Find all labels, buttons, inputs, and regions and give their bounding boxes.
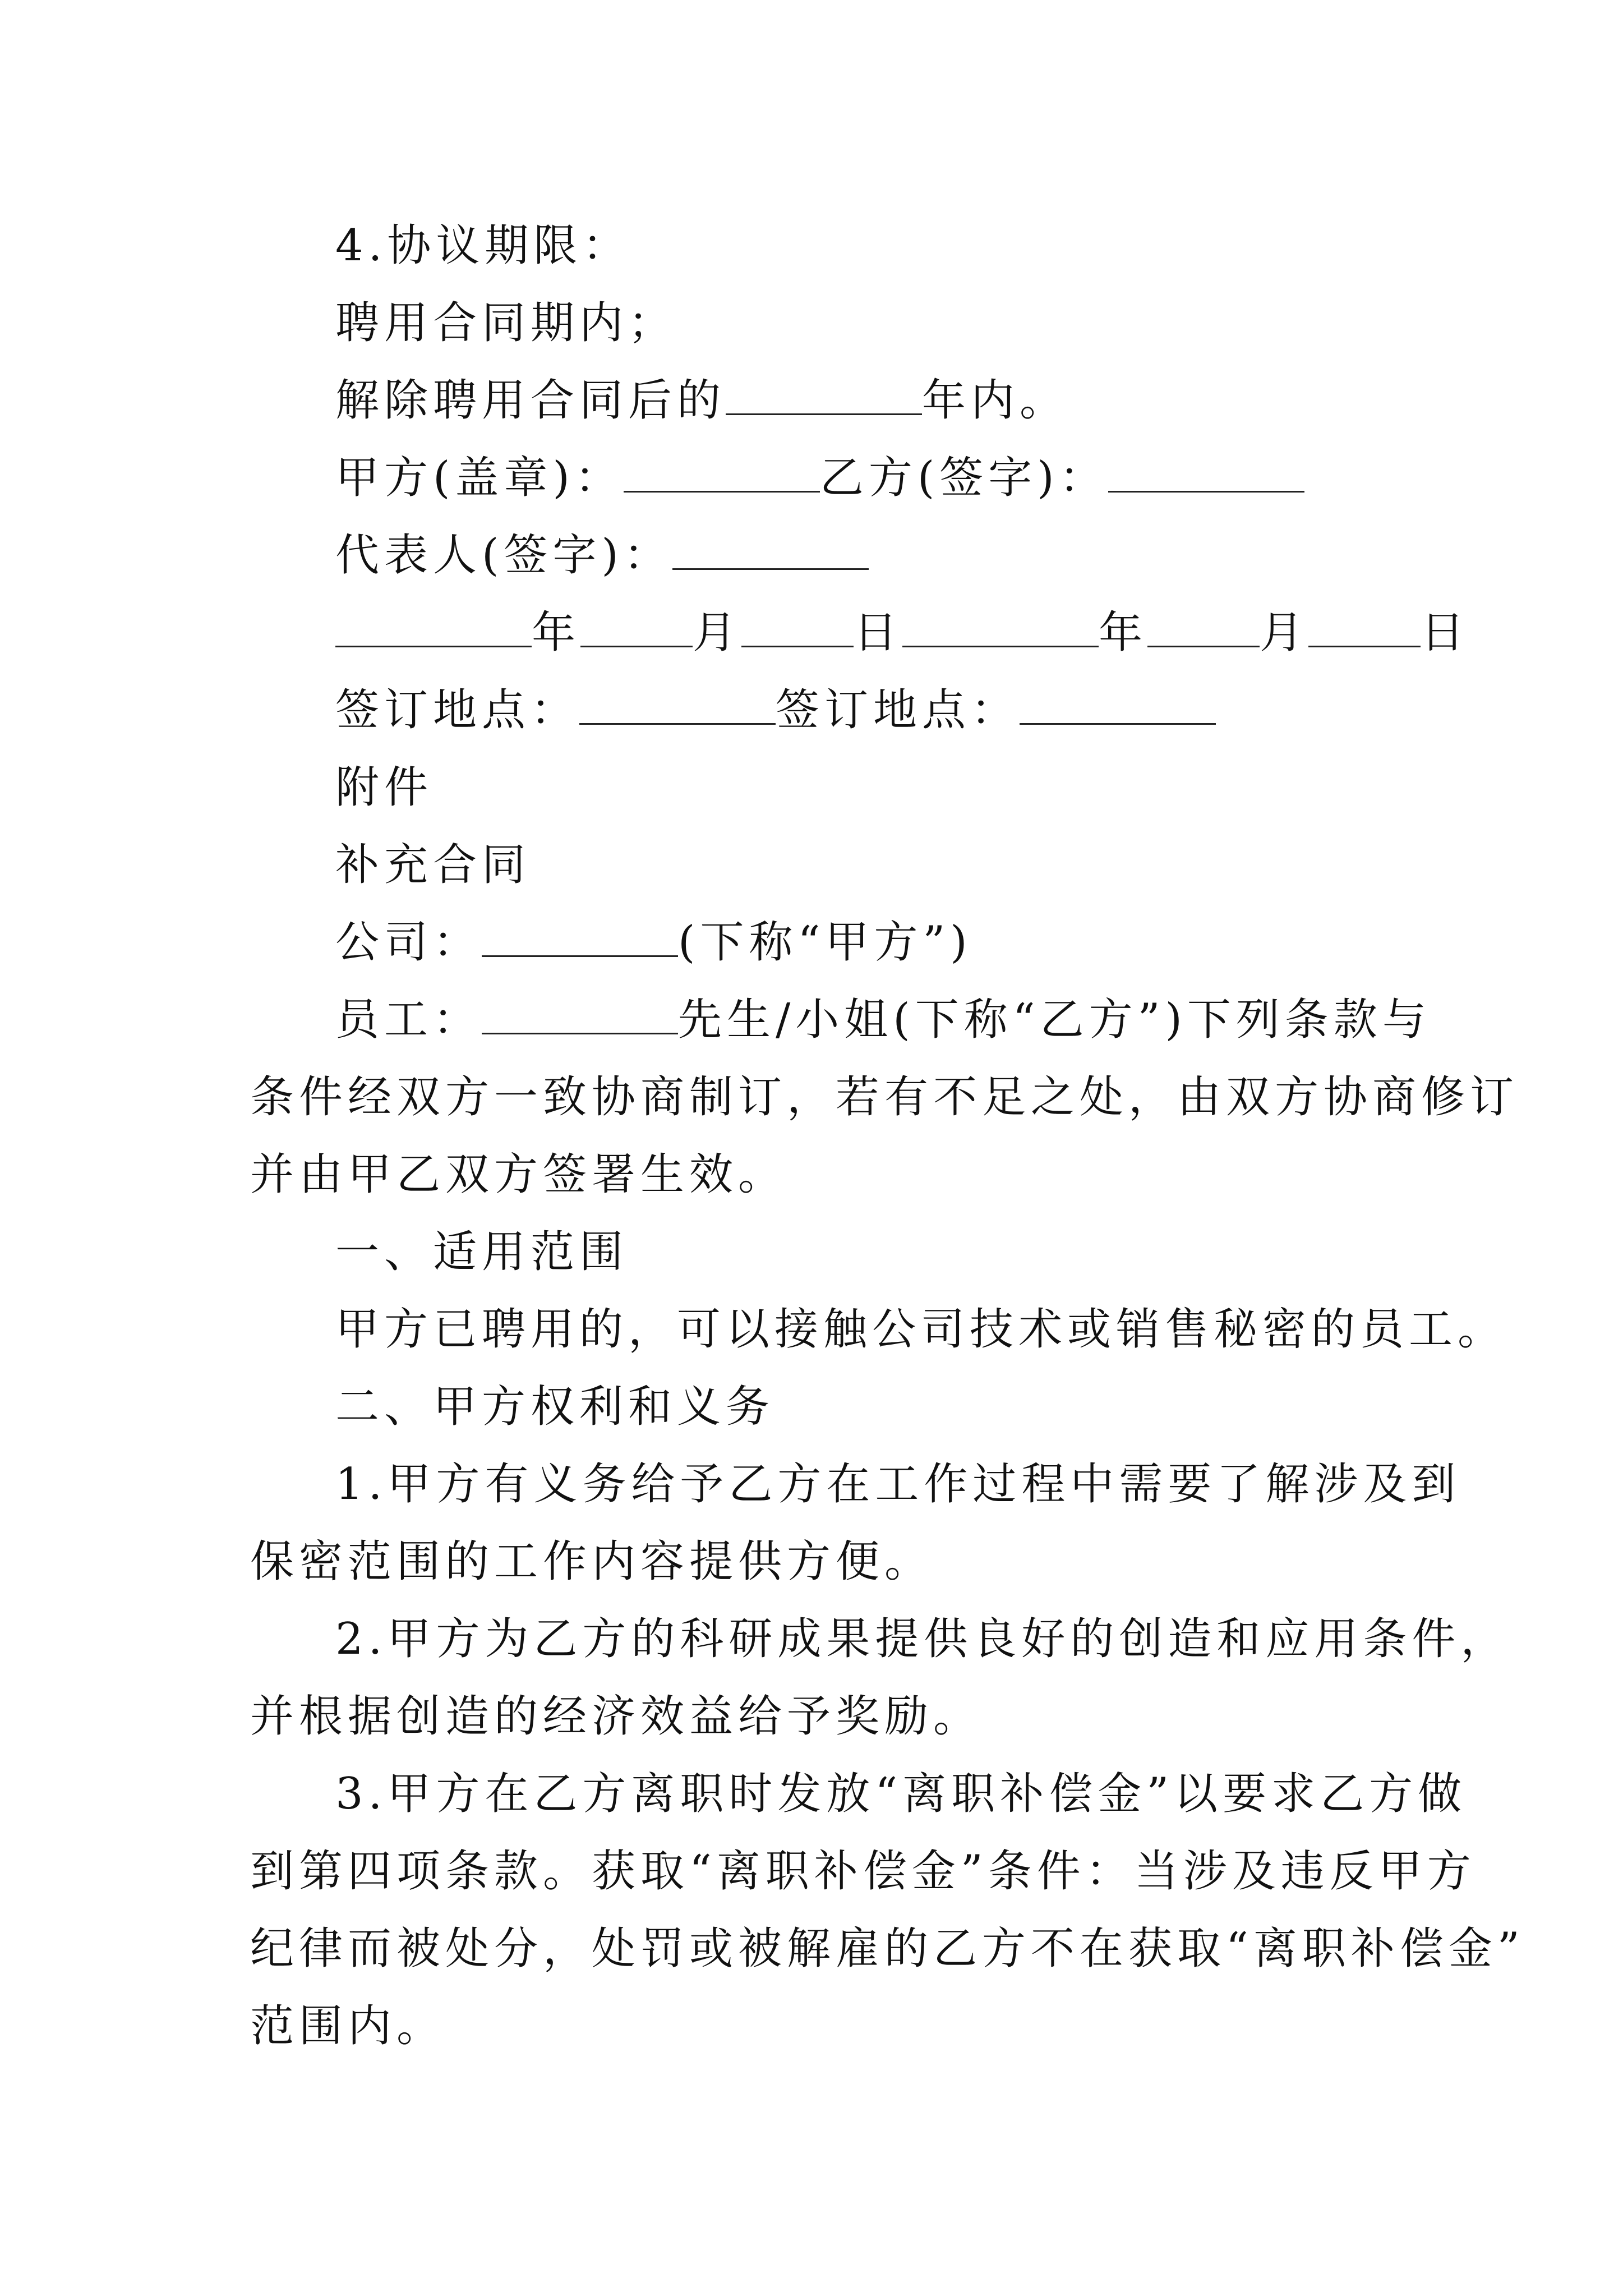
intro-line-3: 并由甲乙双方签署生效。 [250, 1149, 787, 1200]
clause-3-line-1: 3.甲方在乙方离职时发放“离职补偿金”以要求乙方做 [335, 1769, 1467, 1819]
term-item-2: 解除聘用合同后的 年内。 [335, 375, 1069, 426]
day-blank-b [1308, 606, 1421, 647]
intro-line-2: 条件经双方一致协商制订，若有不足之处，由双方协商修订 [250, 1072, 1519, 1122]
clause-3-line-4: 范围内。 [250, 2001, 446, 2051]
section-1-title: 一、适用范围 [335, 1227, 629, 1277]
clause-1-line-2: 保密范围的工作内容提供方便。 [250, 1536, 934, 1587]
annex-label: 附件 [335, 762, 434, 813]
year-blank-a [335, 606, 532, 647]
company-blank [482, 916, 678, 957]
representative-line: 代表人(签字)： [335, 528, 869, 582]
month-blank-b [1147, 606, 1260, 647]
term-heading: 4.协议期限： [335, 220, 631, 271]
place-b-blank [1020, 684, 1216, 725]
place-line: 签订地点： 签订地点： [335, 683, 1216, 737]
month-blank-a [580, 606, 693, 647]
term-item-1: 聘用合同期内； [335, 298, 677, 348]
year-blank-b [902, 606, 1099, 647]
annex-title: 补充合同 [335, 840, 531, 890]
party-signature-line: 甲方(盖章)： 乙方(签字)： [335, 451, 1304, 505]
employee-line: 员工： 先生/小姐(下称“乙方”)下列条款与 [335, 995, 1431, 1045]
clause-1-line-1: 1.甲方有义务给予乙方在工作过程中需要了解涉及到 [335, 1459, 1461, 1510]
date-line: 年 月 日 年 月 日 [335, 606, 1469, 660]
years-blank [726, 374, 922, 415]
company-line: 公司： (下称“甲方”) [335, 917, 972, 968]
section-1-body: 甲方已聘用的，可以接触公司技术或销售秘密的员工。 [335, 1304, 1507, 1355]
clause-2-line-1: 2.甲方为乙方的科研成果提供良好的创造和应用条件， [335, 1614, 1510, 1664]
employee-blank [482, 993, 678, 1034]
representative-blank [672, 529, 869, 570]
party-b-blank [1108, 452, 1304, 493]
clause-2-line-2: 并根据创造的经济效益给予奖励。 [250, 1691, 983, 1742]
clause-3-line-2: 到第四项条款。获取“离职补偿金”条件：当涉及违反甲方 [250, 1846, 1476, 1897]
day-blank-a [741, 606, 854, 647]
clause-3-line-3: 纪律而被处分，处罚或被解雇的乙方不在获取“离职补偿金” [250, 1924, 1525, 1974]
place-a-blank [579, 684, 776, 725]
party-a-blank [624, 452, 820, 493]
section-2-title: 二、甲方权利和义务 [335, 1382, 775, 1432]
